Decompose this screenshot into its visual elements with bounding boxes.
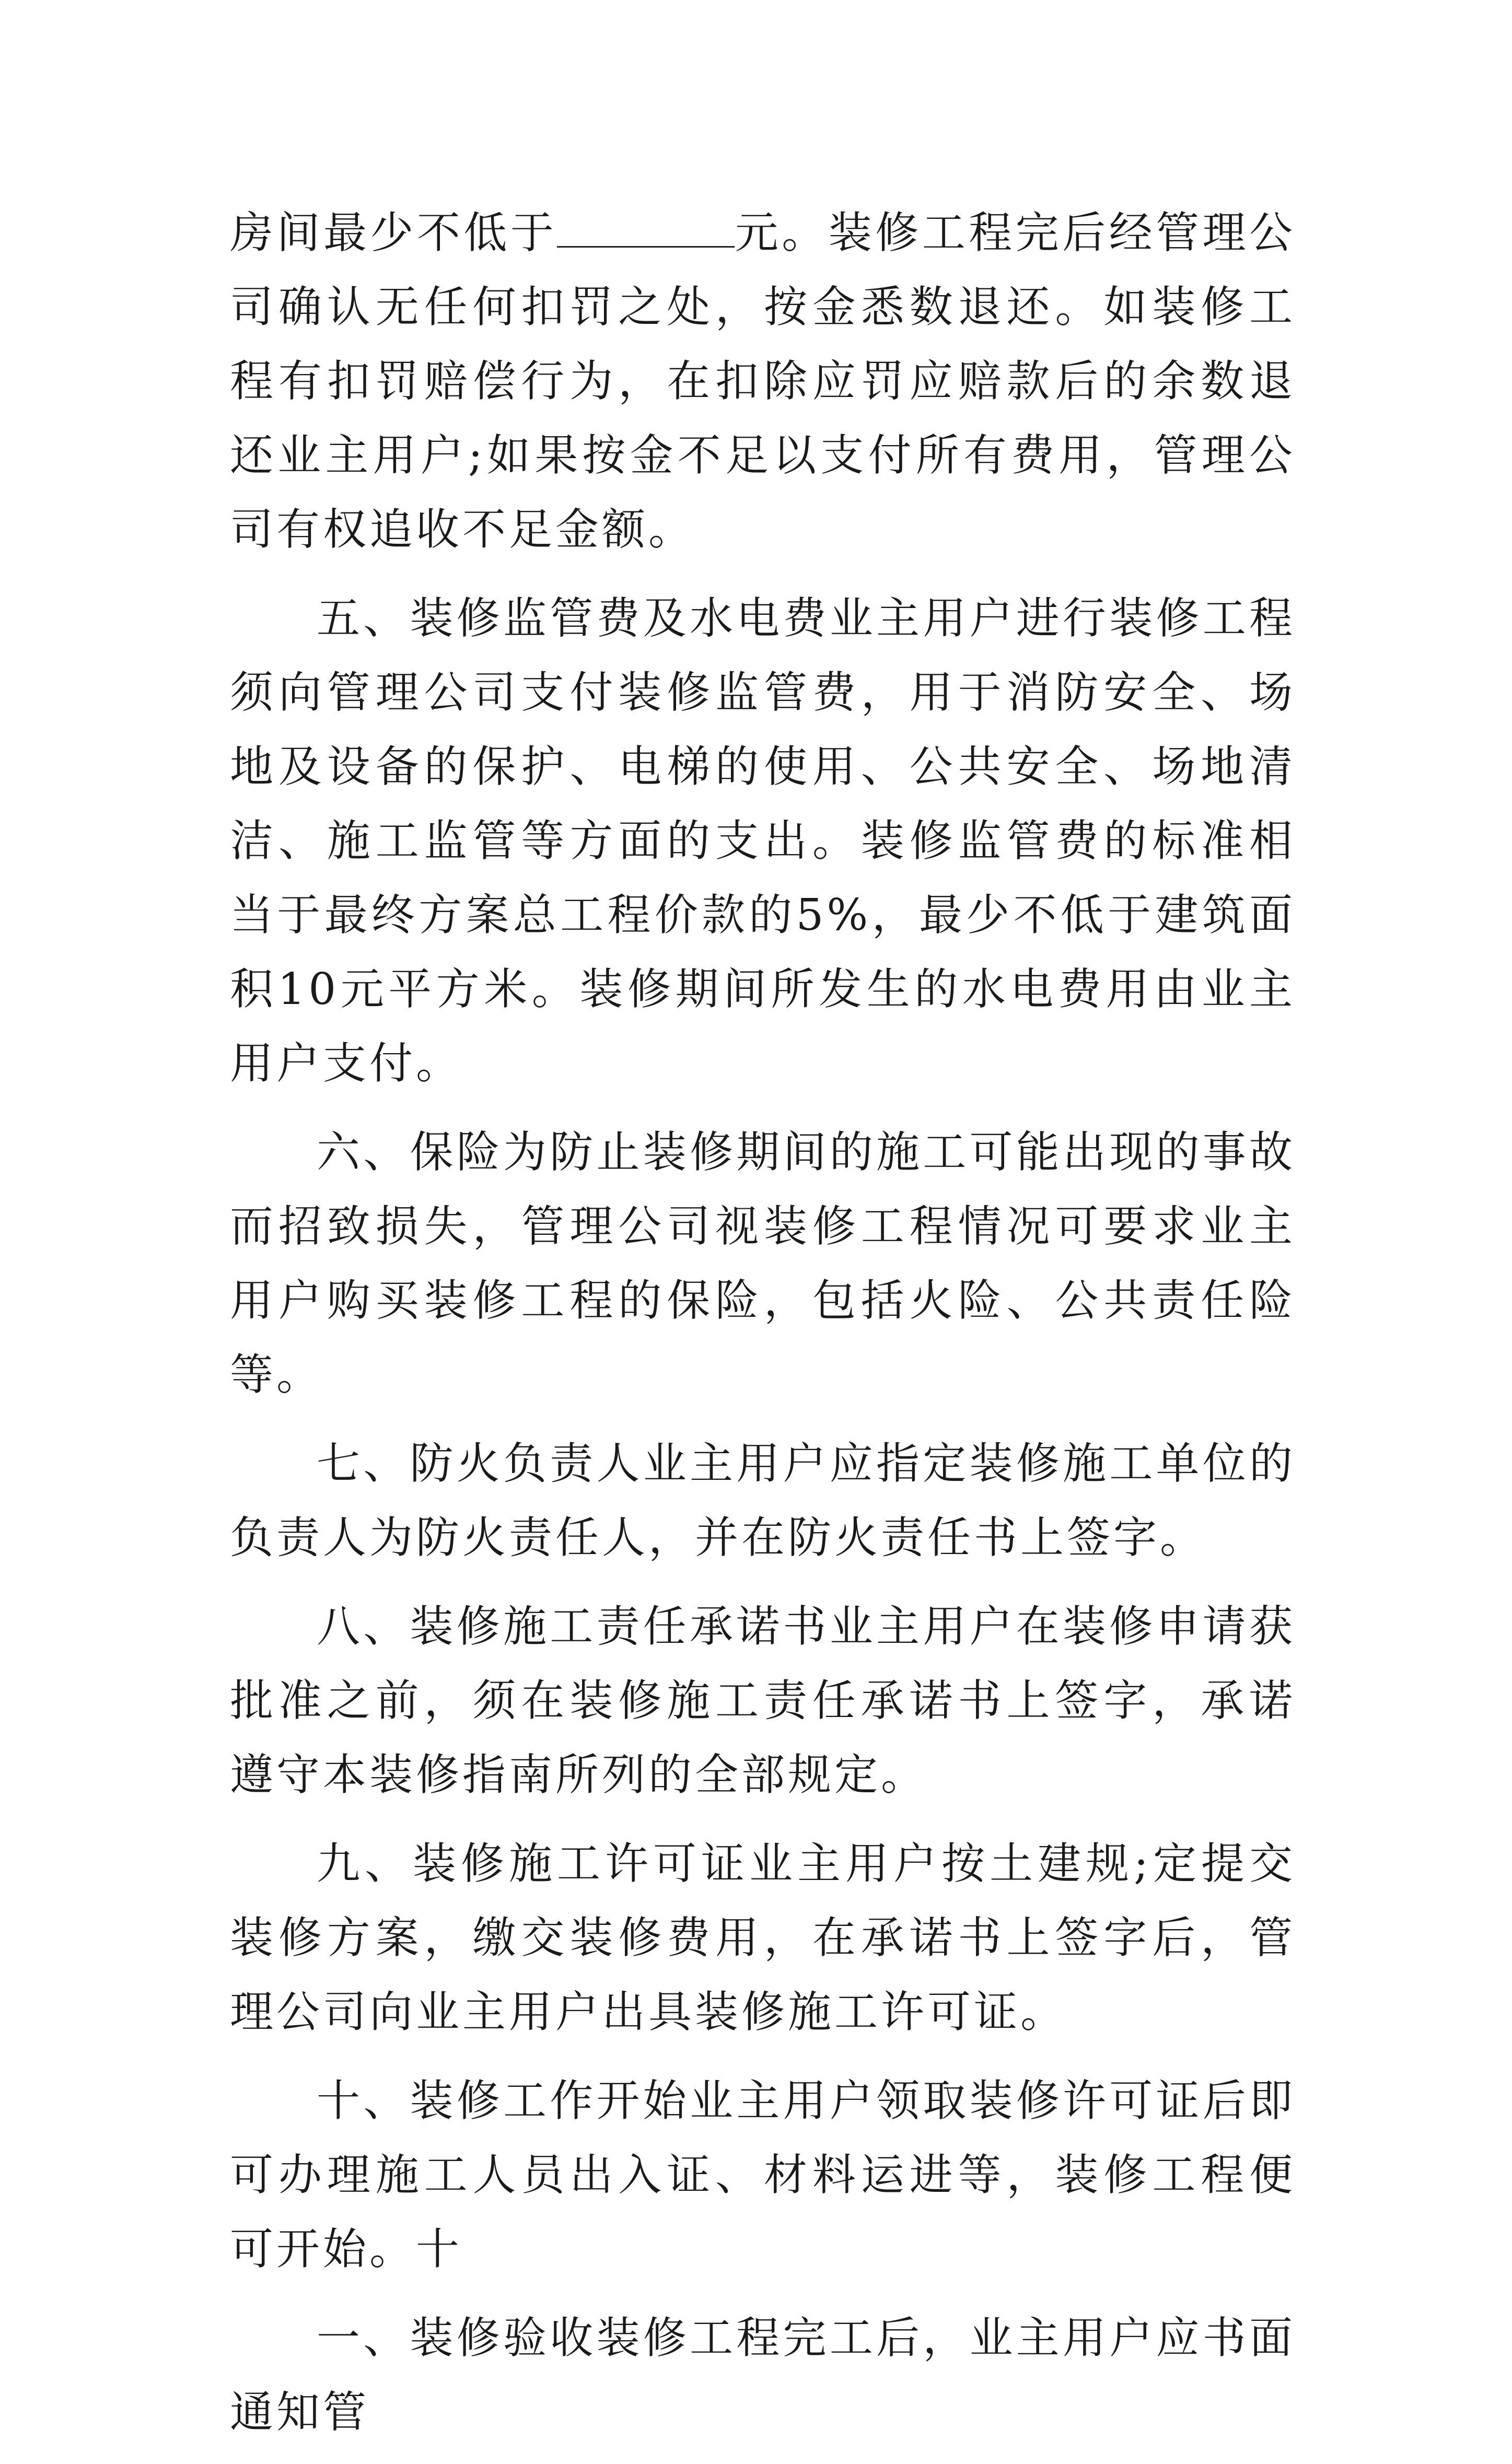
paragraph-deposit-text-after: 元。装修工程完后经管理公司确认无任何扣罚之处，按金悉数退还。如装修工程有扣罚赔偿行为，在扣除应罚应赔款后的余数退还业主用户;如果按金不足以支付所有费用，管理公司有权追收不足金额。 xyxy=(230,207,1296,555)
paragraph-fire-safety: 七、防火负责人业主用户应指定装修施工单位的负责人为防火责任人，并在防火责任书上签字。 xyxy=(230,1438,1296,1563)
paragraph-insurance: 六、保险为防止装修期间的施工可能出现的事故而招致损失，管理公司视装修工程情况可要求业主用户购买装修工程的保险，包括火险、公共责任险等。 xyxy=(230,1127,1296,1400)
amount-blank-line xyxy=(557,209,735,248)
paragraph-acceptance: 一、装修验收装修工程完工后，业主用户应书面通知管 xyxy=(230,2313,1296,2437)
paragraph-work-start: 十、装修工作开始业主用户领取装修许可证后即可办理施工人员出入证、材料运进等，装修工程便可开始。十 xyxy=(230,2075,1296,2274)
paragraph-supervision-fee: 五、装修监管费及水电费业主用户进行装修工程须向管理公司支付装修监管费，用于消防安全、场地及设备的保护、电梯的使用、公共安全、场地清洁、施工监管等方面的支出。装修监管费的标准相当于最终方案总工程价款的5%，最少不低于建筑面积10元平方米。装修期间所发生的水电费用由业主用户支付。 xyxy=(230,593,1296,1089)
paragraph-commitment: 八、装修施工责任承诺书业主用户在装修申请获批准之前，须在装修施工责任承诺书上签字，承诺遵守本装修指南所列的全部规定。 xyxy=(230,1601,1296,1800)
paragraph-deposit-text-before: 房间最少不低于 xyxy=(230,207,557,258)
document-body xyxy=(230,196,1296,2464)
paragraph-deposit xyxy=(230,196,1296,567)
paragraph-permit: 九、装修施工许可证业主用户按土建规;定提交装修方案，缴交装修费用，在承诺书上签字后，管理公司向业主用户出具装修施工许可证。 xyxy=(230,1838,1296,2037)
